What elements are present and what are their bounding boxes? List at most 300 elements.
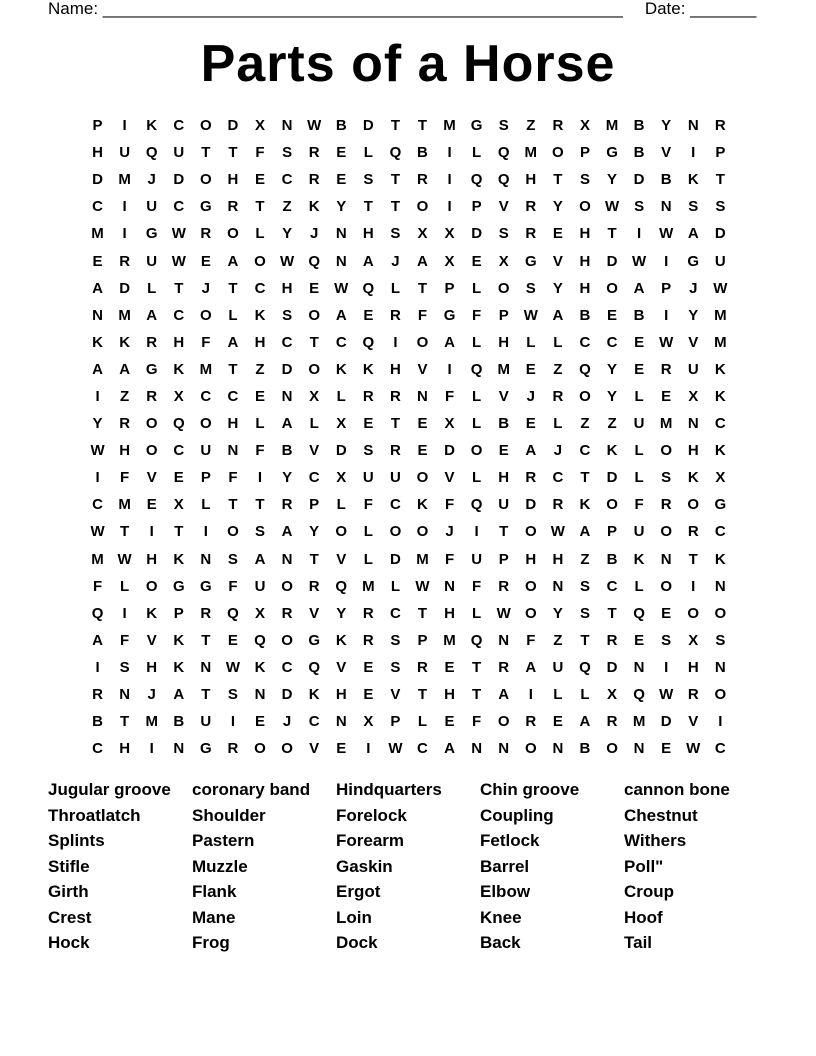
grid-letter: C	[714, 523, 726, 541]
grid-letter: S	[634, 198, 645, 216]
grid-letter: F	[92, 577, 103, 595]
grid-row	[84, 654, 734, 681]
word-item: Hock	[48, 933, 90, 952]
grid-letter: W	[713, 279, 728, 297]
grid-letter: O	[660, 442, 673, 460]
grid-letter: L	[336, 387, 346, 405]
grid-letter: R	[119, 415, 131, 433]
grid-letter: I	[528, 686, 533, 704]
grid-letter: L	[255, 225, 265, 243]
grid-letter: E	[444, 658, 455, 676]
grid-letter: L	[472, 387, 482, 405]
grid-letter: V	[146, 631, 157, 649]
grid-letter: E	[336, 171, 347, 189]
grid-letter: L	[634, 442, 644, 460]
grid-letter: E	[200, 252, 211, 270]
grid-letter: M	[714, 306, 727, 324]
grid-letter: O	[281, 577, 293, 595]
grid-letter: O	[579, 387, 591, 405]
grid-letter: N	[281, 117, 293, 135]
grid-letter: W	[659, 333, 674, 351]
grid-letter: S	[282, 144, 293, 162]
grid-letter: R	[92, 686, 103, 704]
grid-letter: S	[363, 442, 374, 460]
grid-letter: T	[201, 686, 211, 704]
grid-letter: G	[443, 306, 456, 324]
grid-letter: Q	[470, 171, 483, 189]
grid-letter: C	[308, 713, 320, 731]
grid-letter: T	[309, 333, 319, 351]
grid-letter: W	[334, 279, 349, 297]
grid-letter: J	[201, 279, 211, 297]
grid-letter: R	[119, 252, 131, 270]
grid-letter: M	[497, 360, 510, 378]
grid-letter: I	[393, 333, 398, 351]
grid-letter: F	[120, 631, 130, 649]
grid-letter: X	[688, 631, 699, 649]
grid-letter: T	[553, 171, 563, 189]
grid-letter: E	[255, 387, 266, 405]
word-column	[336, 778, 480, 957]
grid-letter: O	[254, 740, 266, 758]
grid-letter: Q	[633, 686, 645, 704]
grid-letter: Z	[580, 415, 590, 433]
grid-letter: O	[308, 360, 320, 378]
grid-letter: S	[498, 117, 509, 135]
grid-letter: Y	[282, 469, 293, 487]
grid-letter: F	[526, 631, 536, 649]
grid-letter: U	[552, 658, 564, 676]
grid-letter: I	[691, 144, 696, 162]
grid-letter: I	[447, 360, 452, 378]
grid-letter: U	[687, 360, 699, 378]
word-column	[480, 778, 624, 957]
grid-letter: S	[579, 577, 590, 595]
grid-letter: D	[714, 225, 726, 243]
grid-letter: E	[336, 144, 347, 162]
grid-letter: L	[634, 387, 644, 405]
grid-letter: H	[579, 252, 591, 270]
word-item: Shoulder	[192, 805, 266, 825]
grid-letter: M	[91, 225, 104, 243]
date-label: Date:	[644, 0, 691, 18]
grid-letter: H	[227, 415, 239, 433]
word-item: Muzzle	[192, 856, 248, 876]
grid-letter: I	[95, 469, 100, 487]
grid-letter: W	[496, 604, 511, 622]
grid-letter: X	[498, 252, 509, 270]
grid-letter: F	[228, 469, 238, 487]
grid-letter: A	[417, 252, 428, 270]
grid-letter: U	[146, 252, 158, 270]
word-item: Withers	[624, 831, 687, 850]
grid-letter: K	[714, 360, 726, 378]
grid-letter: N	[714, 577, 726, 595]
grid-letter: L	[120, 577, 130, 595]
grid-letter: P	[498, 550, 509, 568]
grid-letter: F	[472, 713, 482, 731]
grid-letter: L	[228, 306, 238, 324]
grid-letter: H	[444, 686, 455, 704]
grid-letter: G	[470, 117, 483, 135]
grid-letter: Z	[282, 198, 292, 216]
grid-letter: L	[472, 144, 482, 162]
grid-letter: K	[173, 658, 185, 676]
grid-letter: F	[444, 550, 455, 568]
grid-letter: D	[525, 496, 537, 514]
name-label: Name:	[48, 0, 103, 18]
grid-letter: E	[634, 360, 645, 378]
grid-letter: O	[524, 604, 537, 622]
grid-letter: W	[388, 740, 403, 758]
grid-letter: U	[389, 469, 401, 487]
grid-row	[84, 600, 734, 627]
grid-letter: Z	[120, 387, 130, 405]
grid-letter: P	[444, 279, 455, 297]
grid-letter: M	[118, 306, 131, 324]
grid-letter: C	[173, 442, 185, 460]
grid-letter: L	[363, 550, 373, 568]
grid-letter: D	[281, 686, 293, 704]
grid-letter: Y	[309, 523, 320, 541]
grid-letter: H	[119, 740, 131, 758]
grid-letter: O	[524, 577, 537, 595]
grid-letter: R	[308, 171, 320, 189]
grid-letter: T	[255, 198, 265, 216]
grid-letter: Y	[607, 360, 618, 378]
grid-letter: F	[120, 469, 130, 487]
grid-letter: Q	[579, 658, 591, 676]
grid-letter: B	[633, 306, 645, 324]
grid-letter: Q	[470, 631, 483, 649]
grid-letter: Q	[227, 604, 239, 622]
grid-letter: C	[227, 387, 239, 405]
grid-letter: V	[417, 360, 428, 378]
grid-letter: O	[200, 306, 212, 324]
grid-letter: S	[390, 658, 401, 676]
grid-letter: V	[444, 469, 455, 487]
grid-letter: R	[362, 631, 374, 649]
grid-letter: H	[498, 333, 510, 351]
grid-letter: C	[606, 333, 618, 351]
grid-letter: O	[714, 686, 727, 704]
grid-letter: U	[714, 252, 726, 270]
grid-letter: O	[335, 523, 348, 541]
grid-letter: E	[525, 415, 536, 433]
grid-letter: L	[147, 279, 157, 297]
grid-letter: X	[255, 117, 266, 135]
grid-letter: D	[389, 550, 401, 568]
grid-letter: G	[200, 740, 212, 758]
grid-letter: W	[686, 740, 701, 758]
grid-letter: D	[444, 442, 455, 460]
grid-letter: H	[525, 550, 537, 568]
grid-letter: X	[336, 415, 347, 433]
word-item: Chin groove	[480, 780, 580, 799]
grid-letter: C	[92, 740, 103, 758]
grid-letter: O	[308, 306, 320, 324]
grid-letter: E	[444, 713, 455, 731]
grid-letter: C	[173, 198, 185, 216]
grid-letter: U	[633, 415, 645, 433]
grid-letter: N	[173, 740, 185, 758]
name-blank: _______________________________________________________	[102, 0, 623, 18]
grid-letter: U	[498, 496, 510, 514]
grid-letter: V	[498, 198, 509, 216]
grid-letter: E	[417, 442, 428, 460]
grid-letter: C	[417, 740, 428, 758]
grid-letter: T	[120, 713, 130, 731]
grid-letter: L	[580, 686, 590, 704]
grid-letter: O	[416, 333, 429, 351]
grid-letter: N	[714, 658, 726, 676]
word-item: Fetlock	[480, 831, 540, 850]
grid-letter: V	[688, 713, 699, 731]
grid-letter: M	[659, 415, 673, 433]
grid-letter: X	[255, 604, 266, 622]
grid-letter: I	[664, 306, 669, 324]
grid-letter: R	[200, 225, 212, 243]
grid-letter: T	[472, 658, 482, 676]
grid-letter: R	[227, 740, 239, 758]
grid-letter: N	[200, 550, 212, 568]
grid-letter: S	[498, 225, 509, 243]
grid-letter: K	[633, 550, 645, 568]
grid-letter: E	[309, 279, 320, 297]
grid-letter: Q	[145, 144, 158, 162]
grid-letter: T	[174, 523, 184, 541]
grid-letter: S	[579, 171, 590, 189]
grid-letter: O	[281, 631, 293, 649]
grid-letter: G	[714, 496, 727, 514]
grid-letter: Q	[389, 144, 402, 162]
grid-letter: M	[605, 117, 619, 135]
grid-letter: K	[714, 550, 726, 568]
grid-letter: R	[200, 604, 212, 622]
grid-letter: M	[632, 713, 646, 731]
grid-letter: E	[661, 740, 672, 758]
grid-letter: S	[390, 631, 401, 649]
grid-letter: L	[553, 686, 563, 704]
grid-letter: I	[718, 713, 723, 731]
grid-letter: S	[525, 279, 536, 297]
grid-letter: G	[200, 198, 212, 216]
grid-row	[84, 708, 734, 735]
grid-letter: G	[687, 252, 700, 270]
word-column	[48, 778, 192, 957]
grid-letter: Y	[282, 225, 293, 243]
grid-letter: L	[201, 496, 211, 514]
grid-letter: R	[687, 523, 699, 541]
grid-letter: E	[552, 713, 563, 731]
grid-letter: A	[119, 360, 131, 378]
grid-letter: D	[362, 117, 374, 135]
grid-letter: S	[661, 631, 672, 649]
grid-letter: X	[173, 496, 184, 514]
grid-letter: I	[149, 523, 154, 541]
grid-row	[84, 247, 734, 274]
grid-letter: O	[497, 713, 510, 731]
grid-row	[84, 546, 734, 573]
grid-letter: N	[281, 550, 293, 568]
word-item: Chestnut	[624, 805, 698, 825]
grid-letter: E	[173, 469, 184, 487]
grid-letter: I	[257, 469, 263, 487]
grid-letter: T	[390, 117, 400, 135]
grid-letter: S	[282, 306, 293, 324]
grid-letter: D	[606, 658, 618, 676]
grid-letter: H	[119, 442, 131, 460]
grid-letter: T	[417, 279, 428, 297]
grid-letter: P	[309, 496, 320, 514]
grid-letter: A	[173, 686, 185, 704]
grid-letter: E	[92, 252, 103, 270]
word-item: Splints	[48, 831, 105, 850]
grid-letter: N	[498, 740, 510, 758]
grid-row	[84, 220, 734, 247]
grid-letter: E	[498, 442, 509, 460]
grid-letter: P	[92, 117, 103, 135]
grid-letter: T	[390, 415, 400, 433]
grid-letter: T	[580, 469, 590, 487]
grid-letter: K	[714, 387, 726, 405]
grid-letter: L	[472, 604, 482, 622]
grid-letter: A	[281, 415, 293, 433]
grid-letter: T	[228, 360, 238, 378]
grid-letter: X	[688, 387, 699, 405]
grid-letter: R	[227, 198, 239, 216]
grid-letter: N	[660, 198, 672, 216]
grid-letter: A	[92, 360, 103, 378]
word-item: Forelock	[336, 805, 407, 825]
grid-letter: R	[606, 713, 618, 731]
grid-letter: W	[659, 225, 674, 243]
grid-letter: O	[145, 442, 158, 460]
grid-letter: B	[633, 117, 645, 135]
grid-letter: N	[335, 713, 347, 731]
word-item: Elbow	[480, 882, 531, 901]
grid-letter: H	[335, 686, 347, 704]
grid-row	[84, 410, 734, 437]
grid-row	[84, 193, 734, 220]
grid-letter: O	[606, 496, 618, 514]
word-item: Loin	[336, 907, 372, 927]
grid-row	[84, 464, 734, 491]
grid-letter: G	[308, 631, 320, 649]
grid-letter: Q	[335, 577, 348, 595]
grid-letter: Q	[633, 604, 645, 622]
grid-letter: H	[146, 550, 158, 568]
grid-letter: E	[634, 631, 645, 649]
grid-letter: E	[363, 415, 374, 433]
grid-letter: D	[606, 252, 618, 270]
grid-letter: E	[471, 252, 482, 270]
grid-row	[84, 166, 734, 193]
grid-letter: R	[362, 387, 374, 405]
grid-letter: U	[119, 144, 131, 162]
grid-letter: N	[498, 631, 510, 649]
grid-letter: R	[146, 333, 158, 351]
word-item: Back	[480, 933, 521, 952]
grid-letter: V	[336, 550, 347, 568]
grid-letter: N	[660, 550, 672, 568]
grid-letter: J	[526, 387, 535, 405]
grid-letter: O	[687, 496, 700, 514]
grid-letter: C	[92, 496, 103, 514]
grid-letter: C	[389, 604, 401, 622]
grid-letter: U	[173, 144, 185, 162]
grid-letter: E	[552, 225, 563, 243]
grid-letter: A	[444, 333, 455, 351]
grid-letter: C	[308, 469, 320, 487]
grid-letter: H	[579, 225, 591, 243]
grid-letter: U	[254, 577, 266, 595]
grid-letter: G	[524, 252, 537, 270]
grid-letter: H	[254, 333, 266, 351]
grid-letter: C	[281, 171, 293, 189]
grid-letter: R	[308, 577, 320, 595]
grid-letter: W	[523, 306, 538, 324]
grid-letter: H	[552, 550, 564, 568]
word-item: coronary band	[192, 780, 311, 799]
grid-row	[84, 112, 734, 139]
grid-letter: R	[389, 387, 401, 405]
grid-letter: H	[227, 171, 239, 189]
grid-letter: E	[661, 604, 672, 622]
grid-letter: N	[552, 740, 564, 758]
letter-grid	[84, 112, 734, 762]
grid-letter: F	[472, 306, 482, 324]
grid-letter: T	[390, 171, 400, 189]
grid-letter: K	[714, 442, 726, 460]
grid-letter: C	[200, 387, 212, 405]
grid-letter: V	[552, 252, 563, 270]
grid-letter: D	[119, 279, 131, 297]
grid-letter: E	[661, 387, 672, 405]
grid-letter: E	[363, 686, 374, 704]
grid-letter: Y	[336, 198, 347, 216]
grid-letter: O	[416, 523, 429, 541]
grid-letter: O	[552, 144, 564, 162]
grid-letter: R	[660, 360, 672, 378]
grid-letter: W	[171, 252, 186, 270]
grid-letter: D	[471, 225, 483, 243]
grid-letter: B	[633, 144, 645, 162]
grid-row	[84, 275, 734, 302]
grid-letter: A	[227, 252, 239, 270]
grid-letter: K	[308, 686, 320, 704]
grid-letter: B	[335, 117, 347, 135]
grid-letter: K	[606, 442, 618, 460]
grid-letter: A	[579, 713, 591, 731]
grid-letter: J	[147, 171, 156, 189]
grid-letter: O	[524, 740, 537, 758]
grid-letter: O	[200, 171, 212, 189]
grid-letter: U	[362, 469, 374, 487]
grid-letter: E	[146, 496, 157, 514]
grid-letter: C	[254, 279, 266, 297]
grid-letter: F	[444, 387, 455, 405]
grid-letter: L	[363, 523, 373, 541]
grid-letter: S	[688, 198, 699, 216]
grid-letter: E	[417, 415, 428, 433]
grid-letter: P	[390, 713, 401, 731]
grid-letter: V	[309, 740, 320, 758]
word-item: Crest	[48, 907, 92, 927]
grid-letter: R	[389, 442, 401, 460]
grid-letter: T	[228, 144, 238, 162]
grid-letter: B	[606, 550, 618, 568]
